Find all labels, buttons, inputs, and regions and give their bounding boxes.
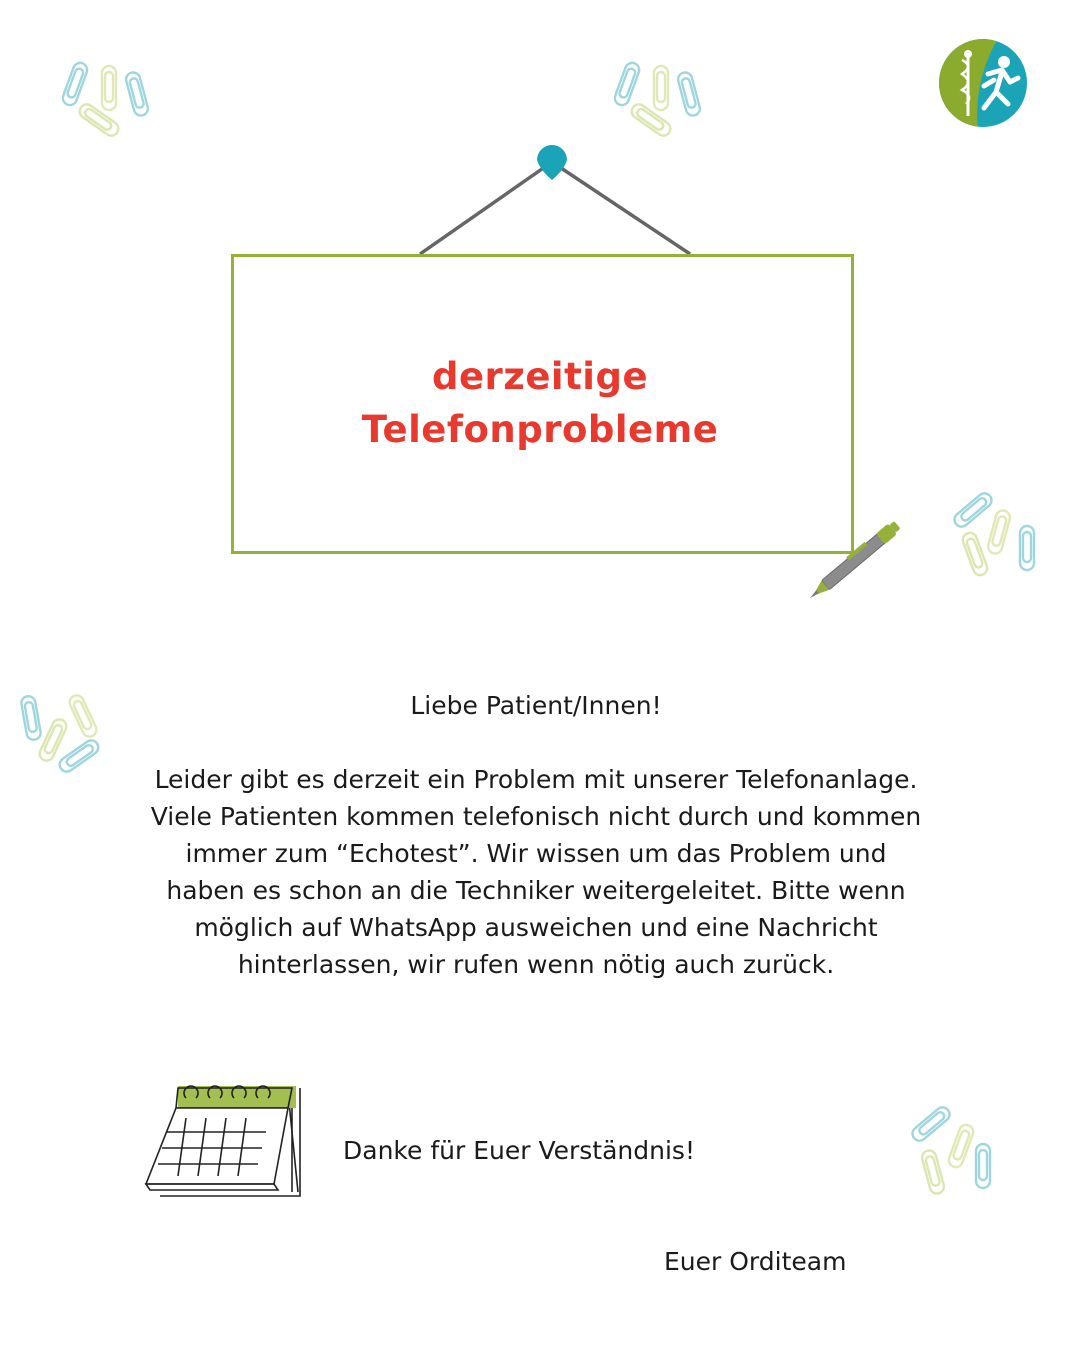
paperclip-icon (910, 1106, 1002, 1200)
thanks-text: Danke für Euer Verständnis! (343, 1136, 695, 1165)
pen-icon (804, 510, 914, 604)
paperclip-icon (952, 492, 1044, 584)
paperclip-icon (614, 58, 710, 144)
signoff-text: Euer Orditeam (664, 1247, 847, 1276)
sign-title (0, 350, 1080, 456)
message-body: Leider gibt es derzeit ein Problem mit unserer Telefonanlage. Viele Patienten kommen telefonisch nicht durch und kommen immer zum “Echotest”. Wir wissen um das Problem und haben es schon an die Techniker weitergeleitet. Bitte wenn möglich auf WhatsApp ausweichen und eine Nachricht hinterlassen, wir rufen wenn nötig auch zurück. (150, 765, 922, 979)
calendar-icon (142, 1080, 306, 1202)
paperclip-icon (62, 58, 158, 144)
pin-icon (534, 140, 570, 182)
greeting: Liebe Patient/Innen! (410, 691, 662, 720)
sign-title-line2: Telefonprobleme (361, 408, 719, 451)
sign-title-line1: derzeitige (431, 355, 649, 398)
logo-icon (938, 38, 1028, 128)
